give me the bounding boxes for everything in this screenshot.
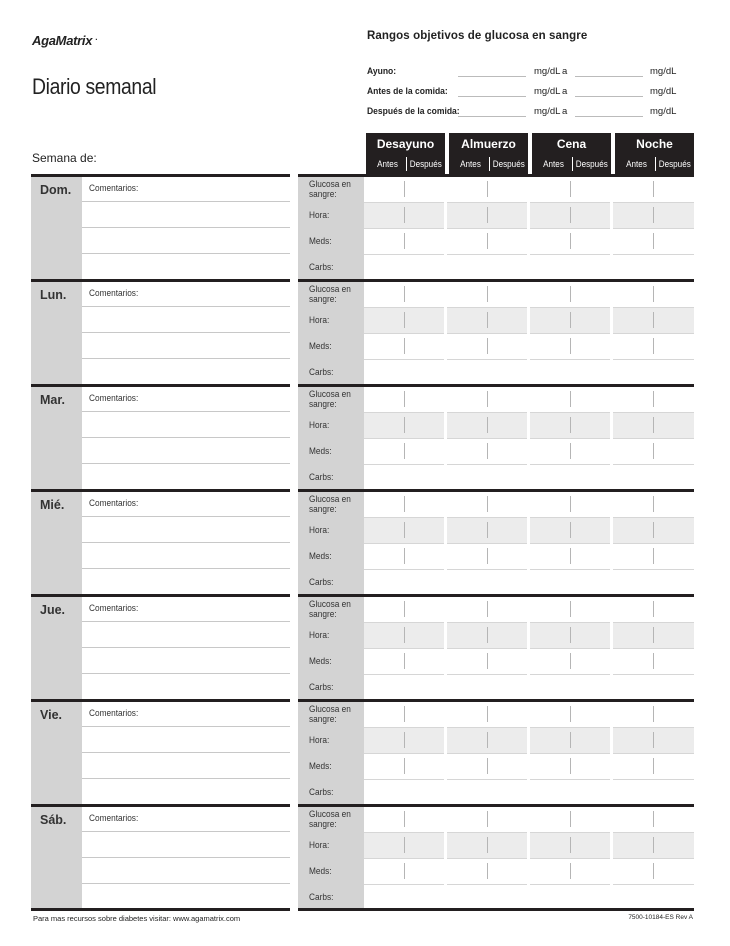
before-after-tick [404, 863, 405, 879]
meal-header [532, 133, 611, 176]
range-max-field[interactable] [575, 96, 643, 97]
meds-label: Meds: [309, 761, 332, 771]
before-after-tick [653, 417, 654, 433]
before-after-tick [404, 758, 405, 774]
meal-gap [610, 387, 613, 489]
before-after-tick [570, 496, 571, 512]
meal-gap [610, 492, 613, 594]
comments-label: Comentarios: [89, 708, 139, 718]
range-min-field[interactable] [458, 96, 526, 97]
before-after-tick [653, 391, 654, 407]
range-max-field[interactable] [575, 76, 643, 77]
day-block [31, 594, 694, 699]
before-after-tick [404, 496, 405, 512]
comments-line[interactable] [82, 516, 290, 517]
comments-line[interactable] [82, 463, 290, 464]
time-label: Hora: [309, 210, 330, 220]
agamatrix-logo [32, 33, 98, 48]
before-after-tick [487, 837, 488, 853]
day-name: Lun. [40, 288, 67, 302]
before-after-tick [653, 233, 654, 249]
day-block [31, 699, 694, 804]
meal-gap [527, 387, 530, 489]
meal-after-label: Después [409, 159, 442, 169]
before-after-tick [404, 732, 405, 748]
carbs-label: Carbs: [309, 472, 334, 482]
before-after-tick [487, 863, 488, 879]
meal-gap [444, 702, 447, 804]
day-block [31, 804, 694, 909]
meal-gap [527, 282, 530, 384]
range-unit: mg/dL [650, 86, 677, 97]
comments-line[interactable] [82, 621, 290, 622]
day-entry-grid[interactable] [364, 807, 694, 909]
glucose-label: Glucosa en sangre: [309, 494, 351, 514]
glucose-label: Glucosa en sangre: [309, 284, 351, 304]
day-entry-grid[interactable] [364, 492, 694, 594]
footer-resources: Para mas recursos sobre diabetes visitar: www.agamatrix.com [33, 914, 241, 923]
before-after-tick [570, 627, 571, 643]
range-row [367, 66, 687, 80]
before-after-tick [653, 706, 654, 722]
meal-header [615, 133, 694, 176]
comments-label: Comentarios: [89, 603, 139, 613]
before-after-tick [653, 627, 654, 643]
range-separator: a [562, 106, 568, 117]
meal-name: Noche [636, 137, 673, 151]
logo-mark: . [95, 33, 98, 42]
before-after-tick [487, 732, 488, 748]
before-after-tick [653, 496, 654, 512]
before-after-tick [570, 548, 571, 564]
carbs-label: Carbs: [309, 682, 334, 692]
comments-line[interactable] [82, 568, 290, 569]
before-after-tick [404, 286, 405, 302]
range-label: Ayuno: [367, 66, 397, 77]
before-after-tick [653, 758, 654, 774]
before-after-tick [404, 417, 405, 433]
before-after-tick [653, 601, 654, 617]
before-after-tick [570, 863, 571, 879]
before-after-tick [487, 312, 488, 328]
meal-gap [444, 282, 447, 384]
comments-label: Comentarios: [89, 183, 139, 193]
page-title: Diario semanal [32, 74, 157, 99]
before-after-tick [570, 233, 571, 249]
time-label: Hora: [309, 735, 330, 745]
before-after-tick [653, 811, 654, 827]
carbs-label: Carbs: [309, 577, 334, 587]
before-after-tick [487, 443, 488, 459]
before-after-tick [487, 811, 488, 827]
before-after-tick [653, 732, 654, 748]
before-after-tick [404, 181, 405, 197]
day-block [31, 174, 694, 279]
range-min-field[interactable] [458, 116, 526, 117]
before-after-tick [487, 181, 488, 197]
before-after-tick [653, 653, 654, 669]
day-entry-grid[interactable] [364, 387, 694, 489]
before-after-tick [653, 863, 654, 879]
day-entry-grid[interactable] [364, 597, 694, 699]
range-unit: mg/dL [534, 106, 561, 117]
comments-line[interactable] [82, 857, 290, 858]
before-after-tick [570, 443, 571, 459]
before-after-tick [570, 811, 571, 827]
day-block [31, 384, 694, 489]
before-after-tick [570, 312, 571, 328]
before-after-tick [487, 653, 488, 669]
comments-label: Comentarios: [89, 393, 139, 403]
before-after-tick [653, 522, 654, 538]
meal-divider [489, 157, 490, 171]
before-after-tick [653, 181, 654, 197]
meds-label: Meds: [309, 236, 332, 246]
meal-gap [444, 597, 447, 699]
meds-label: Meds: [309, 551, 332, 561]
time-label: Hora: [309, 840, 330, 850]
meal-gap [610, 177, 613, 279]
before-after-tick [570, 391, 571, 407]
before-after-tick [404, 837, 405, 853]
range-min-field[interactable] [458, 76, 526, 77]
glucose-label: Glucosa en sangre: [309, 704, 351, 724]
meal-header [366, 133, 445, 176]
range-max-field[interactable] [575, 116, 643, 117]
meal-name: Desayuno [376, 137, 435, 151]
before-after-tick [570, 732, 571, 748]
before-after-tick [487, 338, 488, 354]
meal-gap [444, 807, 447, 909]
before-after-tick [404, 653, 405, 669]
before-after-tick [653, 207, 654, 223]
before-after-tick [487, 496, 488, 512]
meal-divider [406, 157, 407, 171]
time-label: Hora: [309, 630, 330, 640]
meal-divider [572, 157, 573, 171]
range-row [367, 106, 687, 120]
meal-header [449, 133, 528, 176]
day-entry-grid[interactable] [364, 702, 694, 804]
meal-gap [527, 597, 530, 699]
comments-line[interactable] [82, 253, 290, 254]
before-after-tick [404, 627, 405, 643]
comments-label: Comentarios: [89, 498, 139, 508]
time-label: Hora: [309, 420, 330, 430]
meds-label: Meds: [309, 866, 332, 876]
meal-name: Cena [556, 137, 587, 151]
before-after-tick [404, 522, 405, 538]
carbs-label: Carbs: [309, 787, 334, 797]
before-after-tick [404, 601, 405, 617]
meal-before-label: Antes [377, 159, 398, 169]
comments-line[interactable] [82, 201, 290, 202]
comments-line[interactable] [82, 358, 290, 359]
before-after-tick [487, 627, 488, 643]
before-after-tick [487, 548, 488, 564]
before-after-tick [570, 338, 571, 354]
meal-gap [610, 807, 613, 909]
before-after-tick [653, 286, 654, 302]
before-after-tick [653, 443, 654, 459]
before-after-tick [487, 522, 488, 538]
comments-label: Comentarios: [89, 813, 139, 823]
comments-line[interactable] [82, 227, 290, 228]
meal-after-label: Después [492, 159, 525, 169]
meal-gap [610, 702, 613, 804]
comments-line[interactable] [82, 411, 290, 412]
range-separator: a [562, 66, 568, 77]
range-unit: mg/dL [534, 86, 561, 97]
before-after-tick [487, 286, 488, 302]
meal-name: Almuerzo [461, 137, 516, 151]
comments-line[interactable] [82, 778, 290, 779]
time-label: Hora: [309, 315, 330, 325]
before-after-tick [487, 391, 488, 407]
table-bottom-rule [298, 908, 694, 911]
comments-label: Comentarios: [89, 288, 139, 298]
day-name: Jue. [40, 603, 66, 617]
comments-line[interactable] [82, 883, 290, 884]
comments-line[interactable] [82, 726, 290, 727]
day-name: Dom. [40, 183, 72, 197]
meal-gap [444, 177, 447, 279]
before-after-tick [487, 758, 488, 774]
range-unit: mg/dL [650, 66, 677, 77]
day-block [31, 279, 694, 384]
meal-before-label: Antes [626, 159, 647, 169]
footer-code: 7500-10184-ES Rev A [628, 914, 693, 921]
comments-line[interactable] [82, 673, 290, 674]
meal-gap [610, 597, 613, 699]
comments-line[interactable] [82, 831, 290, 832]
ranges-title: Rangos objetivos de glucosa en sangre [367, 30, 588, 42]
before-after-tick [404, 233, 405, 249]
before-after-tick [404, 207, 405, 223]
table-bottom-rule [31, 908, 290, 911]
meal-gap [444, 492, 447, 594]
before-after-tick [404, 443, 405, 459]
day-name: Sáb. [40, 813, 67, 827]
meds-label: Meds: [309, 446, 332, 456]
meal-gap [527, 702, 530, 804]
day-entry-grid[interactable] [364, 282, 694, 384]
before-after-tick [570, 601, 571, 617]
range-separator: a [562, 86, 568, 97]
glucose-label: Glucosa en sangre: [309, 179, 351, 199]
before-after-tick [487, 601, 488, 617]
before-after-tick [570, 522, 571, 538]
carbs-label: Carbs: [309, 262, 334, 272]
before-after-tick [653, 338, 654, 354]
day-block [31, 489, 694, 594]
meal-gap [610, 282, 613, 384]
before-after-tick [404, 811, 405, 827]
before-after-tick [487, 706, 488, 722]
range-label: Después de la comida: [367, 106, 460, 117]
before-after-tick [570, 706, 571, 722]
range-unit: mg/dL [650, 106, 677, 117]
comments-line[interactable] [82, 647, 290, 648]
before-after-tick [404, 391, 405, 407]
before-after-tick [653, 837, 654, 853]
logo-text: AgaMatrix [32, 33, 93, 48]
glucose-label: Glucosa en sangre: [309, 599, 351, 619]
meal-divider [655, 157, 656, 171]
meal-gap [527, 492, 530, 594]
before-after-tick [487, 233, 488, 249]
before-after-tick [404, 706, 405, 722]
meal-after-label: Después [658, 159, 691, 169]
comments-line[interactable] [82, 437, 290, 438]
carbs-label: Carbs: [309, 892, 334, 902]
before-after-tick [570, 837, 571, 853]
before-after-tick [570, 758, 571, 774]
meal-before-label: Antes [543, 159, 564, 169]
comments-line[interactable] [82, 332, 290, 333]
range-unit: mg/dL [534, 66, 561, 77]
comments-line[interactable] [82, 306, 290, 307]
day-name: Mar. [40, 393, 66, 407]
comments-line[interactable] [82, 542, 290, 543]
day-name: Mié. [40, 498, 65, 512]
day-name: Vie. [40, 708, 63, 722]
time-label: Hora: [309, 525, 330, 535]
meds-label: Meds: [309, 656, 332, 666]
week-label: Semana de: [32, 151, 97, 165]
before-after-tick [404, 338, 405, 354]
day-entry-grid[interactable] [364, 177, 694, 279]
range-row [367, 86, 687, 100]
meal-gap [527, 807, 530, 909]
meal-after-label: Después [575, 159, 608, 169]
before-after-tick [570, 207, 571, 223]
meal-gap [444, 387, 447, 489]
before-after-tick [653, 548, 654, 564]
before-after-tick [487, 207, 488, 223]
before-after-tick [404, 548, 405, 564]
before-after-tick [570, 286, 571, 302]
before-after-tick [404, 312, 405, 328]
comments-line[interactable] [82, 752, 290, 753]
glucose-label: Glucosa en sangre: [309, 389, 351, 409]
before-after-tick [487, 417, 488, 433]
meal-gap [527, 177, 530, 279]
before-after-tick [653, 312, 654, 328]
before-after-tick [570, 181, 571, 197]
glucose-label: Glucosa en sangre: [309, 809, 351, 829]
meds-label: Meds: [309, 341, 332, 351]
before-after-tick [570, 417, 571, 433]
range-label: Antes de la comida: [367, 86, 448, 97]
before-after-tick [570, 653, 571, 669]
carbs-label: Carbs: [309, 367, 334, 377]
meal-before-label: Antes [460, 159, 481, 169]
